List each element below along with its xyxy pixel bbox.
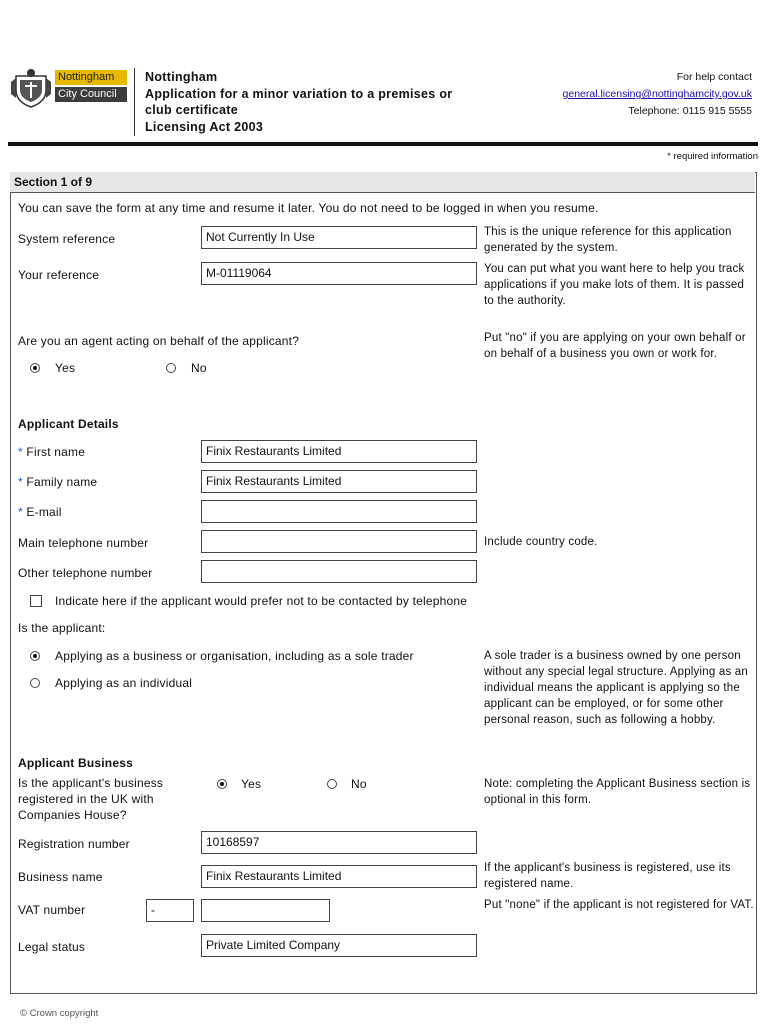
other-phone-label: Other telephone number (18, 566, 153, 580)
business-name-label: Business name (18, 870, 103, 884)
agent-note: Put "no" if you are applying on your own behalf or on behalf of a business you own or work for. (484, 332, 746, 360)
vat-number-input[interactable] (201, 899, 330, 922)
main-phone-note: Include country code. (484, 536, 598, 548)
vat-label: VAT number (18, 903, 86, 917)
business-name-note: If the applicant's business is registered, use its registered name. (484, 862, 731, 890)
first-name-label-text: First name (26, 445, 86, 459)
reg-number-label: Registration number (18, 837, 130, 851)
agent-no-radio[interactable] (166, 363, 176, 373)
email-label-text: E-mail (26, 505, 62, 519)
first-name-label (18, 445, 85, 459)
agent-question: Are you an agent acting on behalf of the applicant? (18, 334, 300, 348)
system-reference-label: System reference (18, 232, 116, 246)
vat-prefix-input[interactable]: - (146, 899, 194, 922)
agent-yes-label: Yes (55, 361, 76, 375)
help-phone: Telephone: 0115 915 5555 (628, 105, 752, 117)
logo-line-1: Nottingham (55, 70, 127, 85)
registered-no-label: No (351, 777, 367, 791)
family-name-label (18, 475, 97, 489)
first-name-input[interactable]: Finix Restaurants Limited (201, 440, 477, 463)
council-logo (55, 70, 127, 104)
other-phone-input[interactable] (201, 560, 477, 583)
vat-note: Put "none" if the applicant is not registered for VAT. (484, 899, 754, 911)
title-line: Application for a minor variation to a premises or (145, 86, 453, 101)
type-individual-radio[interactable] (30, 678, 40, 688)
applicant-details-heading: Applicant Details (18, 417, 119, 431)
your-reference-field[interactable]: M-01119064 (201, 262, 477, 285)
reg-number-input[interactable]: 10168597 (201, 831, 477, 854)
email-input[interactable] (201, 500, 477, 523)
no-phone-label: Indicate here if the applicant would prefer not to be contacted by telephone (55, 594, 468, 608)
registered-question: Is the applicant's business registered in the UK with Companies House? (18, 776, 164, 822)
no-phone-checkbox[interactable] (30, 595, 42, 607)
your-reference-note: You can put what you want here to help you track applications if you make lots of them. It is passed to the authority. (484, 263, 745, 307)
council-crest-icon (10, 68, 52, 108)
main-phone-input[interactable] (201, 530, 477, 553)
system-reference-note: This is the unique reference for this application generated by the system. (484, 226, 732, 254)
copyright: © Crown copyright (20, 1008, 99, 1019)
main-phone-label: Main telephone number (18, 536, 149, 550)
registered-yes-label: Yes (241, 777, 262, 791)
help-contact (563, 69, 752, 120)
title-line: Nottingham (145, 70, 218, 84)
logo-line-2: City Council (55, 87, 127, 102)
legal-status-input[interactable]: Private Limited Company (201, 934, 477, 957)
section-title: Section 1 of 9 (10, 172, 755, 193)
email-label (18, 505, 62, 519)
agent-no-label: No (191, 361, 207, 375)
type-business-radio[interactable] (30, 651, 40, 661)
registered-no-radio[interactable] (327, 779, 337, 789)
family-name-input[interactable]: Finix Restaurants Limited (201, 470, 477, 493)
help-email-link[interactable]: general.licensing@nottinghamcity.gov.uk (562, 88, 752, 100)
header-rule (8, 142, 758, 146)
type-business-label: Applying as a business or organisation, including as a sole trader (55, 649, 414, 663)
agent-yes-radio[interactable] (30, 363, 40, 373)
title-line: club certificate (145, 103, 239, 117)
required-mark: * (18, 505, 23, 519)
applicant-business-heading: Applicant Business (18, 756, 133, 770)
family-name-label-text: Family name (26, 475, 98, 489)
registered-note: Note: completing the Applicant Business section is optional in this form. (484, 778, 751, 806)
applicant-type-note: A sole trader is a business owned by one person without any special legal structure. Applying as an individual means the applicant is applying so the applicant can be employed, or for some other personal reason, such as following a hobby. (484, 650, 748, 726)
form-title (145, 69, 452, 135)
section-intro: You can save the form at any time and resume it later. You do not need to be logged in when you resume. (18, 201, 599, 215)
your-reference-label: Your reference (18, 268, 100, 282)
type-individual-label: Applying as an individual (55, 676, 193, 690)
help-label: For help contact (676, 71, 752, 83)
legal-status-label: Legal status (18, 940, 86, 954)
required-note: * required information (667, 151, 758, 162)
applicant-type-label: Is the applicant: (18, 621, 106, 635)
required-mark: * (18, 475, 23, 489)
header-divider (134, 68, 135, 136)
system-reference-field[interactable]: Not Currently In Use (201, 226, 477, 249)
business-name-input[interactable]: Finix Restaurants Limited (201, 865, 477, 888)
registered-yes-radio[interactable] (217, 779, 227, 789)
required-mark: * (18, 445, 23, 459)
title-line: Licensing Act 2003 (145, 119, 264, 134)
